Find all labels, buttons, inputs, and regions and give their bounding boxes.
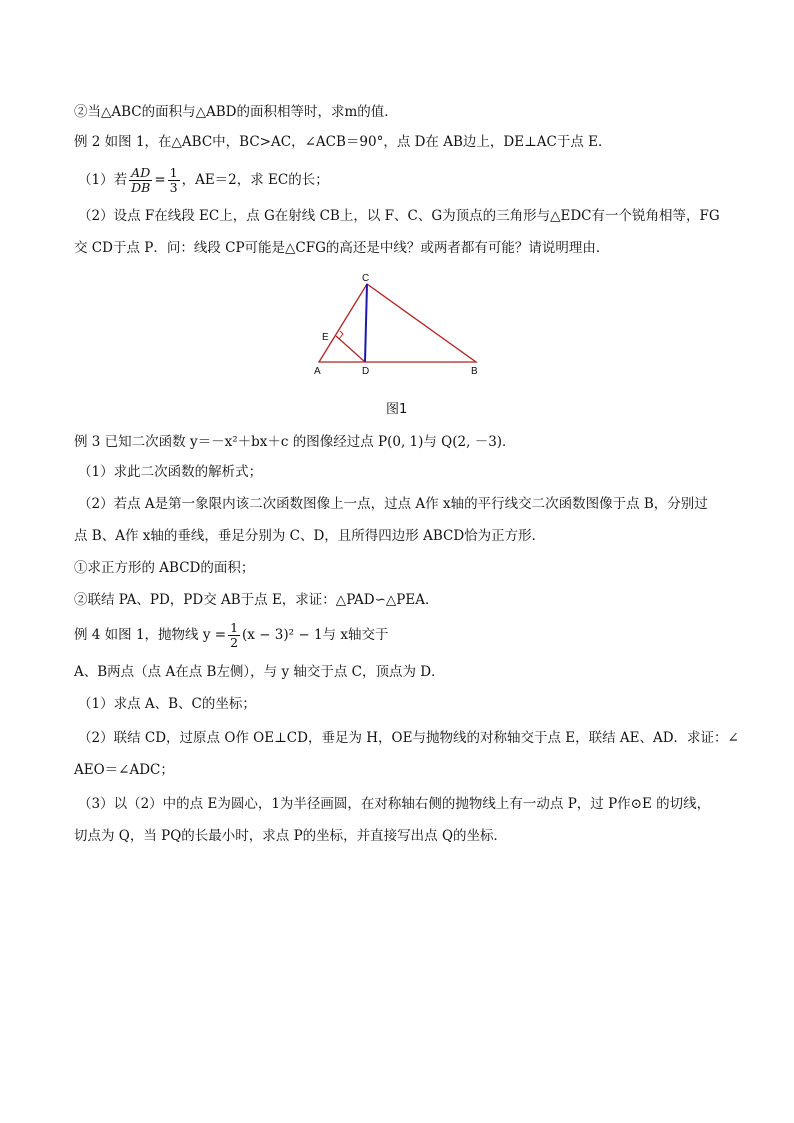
text-line: 例 3 已知二次函数 y＝－x²＋bx＋c 的图像经过点 P(0, 1)与 Q(2, －3)． xyxy=(74,434,516,450)
fraction xyxy=(129,166,152,195)
text-line: （2）设点 F在线段 EC上，点 G在射线 CB上，以 F、C、G为顶点的三角形与△EDC有一个锐角相等，FG xyxy=(78,208,720,224)
text-line: （1）求此二次函数的解析式； xyxy=(78,464,263,480)
triangle-figure xyxy=(300,272,500,382)
text-line: 切点为 Q，当 PQ的长最小时，求点 P的坐标，并直接写出点 Q的坐标． xyxy=(74,828,508,844)
text-span: = xyxy=(154,172,166,188)
label-c: C xyxy=(362,273,370,284)
text-line-fraction xyxy=(74,620,388,650)
label-a: A xyxy=(314,366,321,377)
fraction-denominator: 3 xyxy=(169,179,178,195)
text-line: ②联结 PA、PD，PD交 AB于点 E，求证：△PAD∽△PEA． xyxy=(74,592,439,608)
fraction xyxy=(228,621,240,650)
segment-cd xyxy=(365,284,367,362)
label-d: D xyxy=(362,366,370,377)
text-line: 交 CD于点 P．问：线段 CP可能是△CFG的高还是中线？或两者都有可能？请说明理由． xyxy=(74,240,610,256)
right-angle-mark xyxy=(339,331,343,339)
text-line: （2）若点 A是第一象限内该二次函数图像上一点，过点 A作 x轴的平行线交二次函数图像于点 B，分别过 xyxy=(78,496,708,512)
text-line: 例 2 如图 1，在△ABC中，BC>AC，∠ACB＝90°，点 D在 AB边上，DE⊥AC于点 E． xyxy=(74,134,612,150)
triangle-abc xyxy=(319,284,476,362)
fraction-denominator: 2 xyxy=(230,634,239,650)
text-span: (x − 3)² − 1与 x轴交于 xyxy=(242,627,389,643)
fraction-numerator: AD xyxy=(131,164,151,180)
text-line-fraction xyxy=(78,166,329,194)
text-line: A、B两点（点 A在点 B左侧），与 y 轴交于点 C，顶点为 D． xyxy=(74,664,445,680)
text-line: ①求正方形的 ABCD的面积； xyxy=(74,560,255,576)
text-span: 例 4 如图 1，抛物线 y = xyxy=(74,627,227,643)
figure-caption: 图1 xyxy=(386,402,408,417)
fraction-denominator: DB xyxy=(131,179,151,195)
label-b: B xyxy=(471,366,478,377)
text-line: 点 B、A作 x轴的垂线，垂足分别为 C、D，且所得四边形 ABCD恰为正方形． xyxy=(74,528,546,544)
text-line: （2）联结 CD，过原点 O作 OE⊥CD，垂足为 H，OE与抛物线的对称轴交于点 E，联结 AE、AD．求证：∠ xyxy=(78,730,739,746)
text-line: AEO＝∠ADC； xyxy=(74,762,174,778)
segment-de xyxy=(336,336,365,362)
text-line: （3）以（2）中的点 E为圆心，1为半径画圆，在对称轴右侧的抛物线上有一动点 P，过 P作⊙E 的切线， xyxy=(78,796,711,812)
fraction xyxy=(168,166,180,195)
text-line: ②当△ABC的面积与△ABD的面积相等时，求m的值． xyxy=(74,104,398,120)
fraction-numerator: 1 xyxy=(230,619,239,635)
text-span: ，AE＝2，求 EC的长； xyxy=(181,172,329,188)
text-line: （1）求点 A、B、C的坐标； xyxy=(78,696,256,712)
label-e: E xyxy=(322,332,329,343)
text-span: （1）若 xyxy=(78,172,128,188)
fraction-numerator: 1 xyxy=(169,164,178,180)
